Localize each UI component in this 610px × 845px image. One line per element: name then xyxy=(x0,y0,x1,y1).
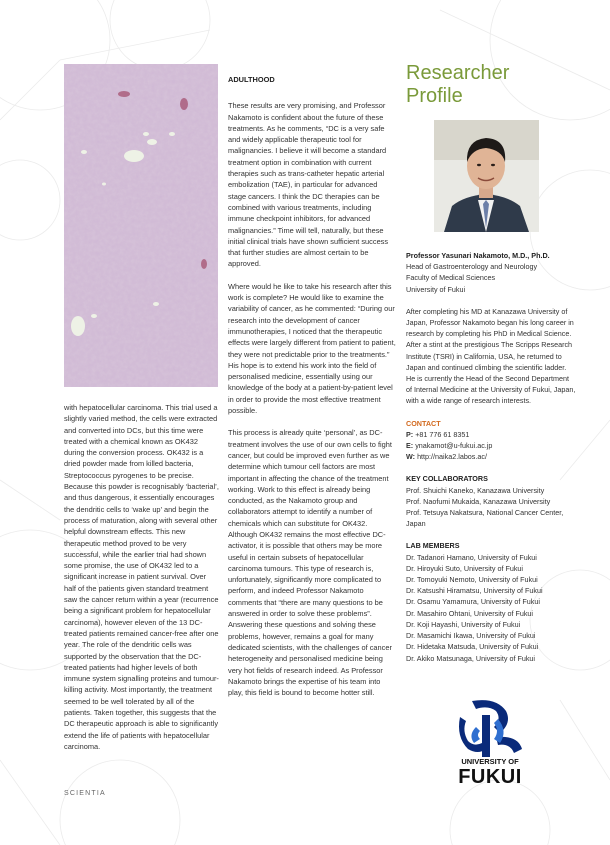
researcher-profile xyxy=(406,62,576,664)
logo-text-line1: UNIVERSITY OF xyxy=(461,757,519,766)
list-item: Japan xyxy=(406,519,426,529)
body-paragraph: These results are very promising, and Professor Nakamoto is confident about the future of these treatments. As he comments, “DC is a very safe and widely applicable therapeutic tool for malignancies. I believe it will become a standard treatment option in combination with current therapies such as trans-catheter hepatic arterial embolization (TAE), in particular for advanced stage cancers. I think the DC therapies can be combined with various treatments, including immune checkpoint inhibitors, for advanced malignancies.” Time will tell, naturally, but these initial clinical trials have shown sufficient success that further studies are almost certain to be approved. xyxy=(228,101,389,269)
profile-title xyxy=(406,62,576,108)
researcher-role: Head of Gastroenterology and Neurology xyxy=(406,262,538,272)
collaborators-list xyxy=(406,485,576,530)
body-paragraph: Where would he like to take his research after this work is complete? He would like to examine the variability of cancer, as he commented: “During our research into the development of cancer immunotherapies, I noticed that the therapeutic effects were largely different from patient to patient, they were not predictable prior to the treatments.” His hope is to extend his work into the field of personalised medicine, essentially using our knowledge of the body at a patient-by-patient level in order to provide the most effective treatment possible. xyxy=(228,281,396,416)
phone-value: +81 776 61 8351 xyxy=(415,429,470,439)
researcher-faculty: Faculty of Medical Sciences xyxy=(406,273,496,283)
list-item: Dr. Masamichi Ikawa, University of Fukui xyxy=(406,631,536,641)
logo-text-line2: FUKUI xyxy=(458,766,522,788)
body-paragraph: with hepatocellular carcinoma. This trial used a slightly varied method, the cells were extracted and converted into DCs, but this time were treated with a chemical known as OK432 during the conversion process. OK432 is a dried powder made from killed bacteria, Streptococcus pyrogenes to be precise. Because this powder is recognisably ‘bacterial’, and thus dangerous, it essentially encourages the dendritic cells to ‘wake up’ and begin the process of maturation, along with several other helpful downstream effects. This new therapeutic method proved to be very successful, while the earlier trial had shown some promise, the use of OK432 led to a significant increase in patient survival. Over half of the patients given standard treatment saw the cancer return within a year (recurrence being a significant problem for hepatocellular carcinoma), however eleven of the 13 DC-treated patients remained cancer-free after one year. The role of the dendritic cells was supported by the observation that the DC-treated patients had higher levels of both immune system signalling proteins and tumour-killing activity. Most importantly, the treatment seemed to be well tolerated by all of the patients. Taken together, this suggests that the DC therapeutic approach is able to significantly extend the life of patients with hepatocellular carcinoma. xyxy=(64,403,219,751)
web-label: W: xyxy=(406,452,416,462)
list-item: Prof. Naofumi Mukaida, Kanazawa University xyxy=(406,496,551,506)
list-item: Dr. Hidetaka Matsuda, University of Fukui xyxy=(406,642,539,652)
researcher-portrait xyxy=(434,120,539,232)
article-column-left xyxy=(64,402,220,763)
email-link[interactable]: ynakamot@u-fukui.ac.jp xyxy=(415,441,493,451)
email-label: E: xyxy=(406,441,414,451)
contact-web xyxy=(406,451,576,462)
profile-title-line1: Researcher xyxy=(406,62,510,84)
lab-members-heading: LAB MEMBERS xyxy=(406,541,460,551)
list-item: Dr. Masahiro Ohtani, University of Fukui xyxy=(406,608,534,618)
list-item: Dr. Hiroyuki Suto, University of Fukui xyxy=(406,563,524,573)
list-item: Dr. Akiko Matsunaga, University of Fukui xyxy=(406,653,536,663)
section-heading: ADULTHOOD xyxy=(228,75,275,84)
lab-members-list xyxy=(406,552,576,664)
list-item: Dr. Tomoyuki Nemoto, University of Fukui xyxy=(406,575,538,585)
researcher-bio: After completing his MD at Kanazawa University of Japan, Professor Nakamoto began his long career in research by completing his PhD in Medical Science. After a stint at the prestigious The Scripps Research Institute (TSRI) in California, USA, he returned to Japan and continued climbing the scientific ladder. He is currently the Head of the Second Department of Internal Medicine at the University of Fukui, Japan, with a wide range of research interests. xyxy=(406,306,576,406)
collaborators-heading: KEY COLLABORATORS xyxy=(406,474,488,484)
list-item: Dr. Osamu Yamamura, University of Fukui xyxy=(406,597,540,607)
contact-phone xyxy=(406,429,576,440)
body-paragraph: This process is already quite ‘personal’, as DC-treatment involves the use of our own cells to fight cancer, but could be improved even further as we determine which tumour cell factors are most important in affecting the chance of the treatment working. Work to this effect is already being conducted, as the Nakamoto group and collaborators attempt to identify a number of chemicals which can substitute for OK432. Although OK432 remains the most effective DC-activator, it is possible that others may be more useful in certain subsets of hepatocellular carcinoma tumours. This type of research is, unfortunately, significantly more complicated to perform, and indeed Professor Nakamoto comments that “there are many questions to be answered in order to solve these problems”. Answering these questions and solving these problems, however, remains a goal for many dedicated scientists, with the challenges of cancer heterogeneity and personalised medicine being very hot fields of research indeed. As Professor Nakamoto brings the expertise of his team into play, this field is bound to become hotter still. xyxy=(228,428,392,698)
footer-label: SCIENTIA xyxy=(64,790,106,797)
article-column-middle xyxy=(228,74,396,709)
list-item: Prof. Shuichi Kaneko, Kanazawa University xyxy=(406,485,545,495)
profile-title-line2: Profile xyxy=(406,85,463,107)
web-link[interactable]: http://naika2.labos.ac/ xyxy=(417,452,487,462)
list-item: Dr. Tadanori Hamano, University of Fukui xyxy=(406,552,537,562)
researcher-name: Professor Yasunari Nakamoto, M.D., Ph.D. xyxy=(406,251,550,260)
contact-heading: CONTACT xyxy=(406,418,441,428)
list-item: Prof. Tetsuya Nakatsura, National Cancer Center, xyxy=(406,508,564,518)
list-item: Dr. Katsushi Hiramatsu, University of Fukui xyxy=(406,586,543,596)
histology-image xyxy=(64,64,218,387)
list-item: Dr. Koji Hayashi, University of Fukui xyxy=(406,619,521,629)
researcher-university: University of Fukui xyxy=(406,284,466,294)
contact-email xyxy=(406,440,576,451)
phone-label: P: xyxy=(406,429,414,439)
